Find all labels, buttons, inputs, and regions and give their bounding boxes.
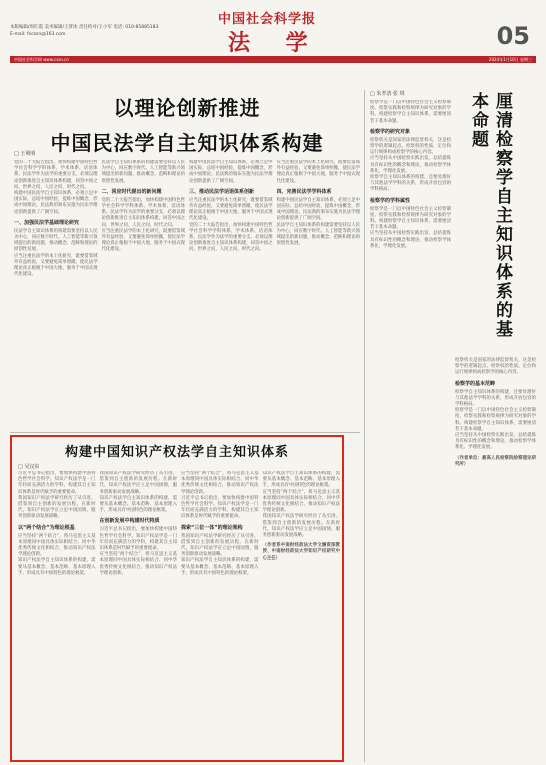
highlight-column-1 bbox=[18, 471, 96, 759]
paragraph: 我国知识产权法学研究经历了从引进、借鉴到自主创新的发展历程。在新时代，知识产权法学应立足中国国情，服务创新驱动发展战略。 bbox=[99, 471, 177, 495]
paragraph: 党的二十大报告指出，加快构建中国特色哲学社会科学学科体系、学术体系、话语体系。民法学作为法学的重要分支，必须以理论创新推进自主知识体系构建，回答中国之问、世界之问、人民之问、时代之问。 bbox=[101, 197, 185, 228]
paragraph: 检察机关是国家的法律监督机关，这是检察学的逻辑起点。检察权的性质、定位和运行规律构成检察学的核心内容。 bbox=[370, 137, 451, 156]
paragraph: 应当注重民法学的本土化研究，既要借鉴域外有益经验，又要避免简单照搬，使民法学理论真正植根于中国大地，服务于中国式现代化建设。 bbox=[276, 160, 360, 184]
paragraph: 检察学自主知识体系的构建，还要处理好与其他法学学科的关系，形成开放包容的学科格局。 bbox=[455, 389, 536, 408]
right-article-title: 厘清检察学自主知识体系的基本命题 bbox=[484, 92, 520, 342]
paragraph: 民法学自主知识体系的构建需要坚持以人民为中心，回应数字时代、人工智能等新兴领域提出的新问题，推动概念、范畴和理论的原创性发展。 bbox=[14, 228, 98, 253]
paragraph: 检察机关是国家的法律监督机关，这是检察学的逻辑起点。检察权的性质、定位和运行规律构成检察学的核心内容。 bbox=[455, 358, 536, 376]
website-label: 中国社会科学网 www.cssn.cn bbox=[14, 57, 69, 62]
lead-title-line1: 以理论创新推进 bbox=[113, 96, 261, 120]
paragraph: 应当坚持从中国检察实践出发，总结提炼具有标识性的概念和理论，推动检察学体系化、学理化发展。 bbox=[370, 231, 451, 249]
paragraph: 习近平总书记指出，要加快构建中国特色哲学社会科学。知识产权法学是一门年轻而充满活力的学科，构建其自主知识体系是时代赋予的重要使命。 bbox=[99, 527, 177, 552]
highlight-column-2 bbox=[100, 471, 178, 759]
paragraph: 应当注重民法学的本土化研究，既要借鉴域外有益经验，又要避免简单照搬，使民法学理论真正植根于中国大地，服务于中国式现代化建设。 bbox=[189, 197, 273, 222]
paragraph: 构建中国民法学自主知识体系，必须立足中国实际，总结中国经验，提炼中国概念，形成中国理论。民法典的颁布实施为民法学理论创新提供了广阔空间。 bbox=[189, 160, 273, 184]
paragraph: 知识产权法学自主知识体系的构建，需要从基本概念、基本范畴、基本原理入手，形成具有中国特色的理论框架。 bbox=[99, 495, 177, 514]
subheading: 四、完善民法学学科体系 bbox=[276, 188, 332, 195]
highlight-column-4 bbox=[263, 471, 341, 759]
paragraph: 习近平总书记指出，要加快构建中国特色哲学社会科学。知识产权法学是一门年轻而充满活力的学科，构建其自主知识体系是时代赋予的重要使命。 bbox=[18, 471, 96, 495]
lead-article-author: □ 王利明 bbox=[14, 151, 36, 157]
editor-credits: 本版编辑/周红霞 美术编辑/王梦冰 责任校对/王小军 电话: 010-85885183 E-mail: fxcssn@163.com bbox=[10, 25, 159, 37]
paragraph: 我国知识产权法学研究经历了从引进、借鉴到自主创新的发展历程。在新时代，知识产权法学应立足中国国情，服务创新驱动发展战略。 bbox=[262, 514, 340, 539]
paragraph: 检察学是一门以中国特色社会主义检察制度、检察实践和检察规律为研究对象的学科。构建检察学自主知识体系，需要厘清若干基本命题。 bbox=[455, 408, 536, 432]
section-title: 法 学 bbox=[228, 30, 322, 56]
paragraph: 应当坚持“两个结合”，将马克思主义基本原理同中国具体实际相结合、同中华优秀传统文化相结合，推动知识产权法学理论创新。 bbox=[18, 533, 96, 558]
paragraph: 党的二十大报告指出，加快构建中国特色哲学社会科学学科体系、学术体系、话语体系。民法学作为法学的重要分支，必须以理论创新推进自主知识体系构建，回答中国之问、世界之问、人民之问、时代之问。 bbox=[14, 160, 98, 190]
paragraph: 应当坚持“两个结合”，将马克思主义基本原理同中国具体实际相结合、同中华优秀传统文化相结合，推动知识产权法学理论创新。 bbox=[99, 552, 177, 576]
subheading: 二、回应时代提出的新问题 bbox=[101, 188, 162, 195]
masthead bbox=[10, 8, 536, 58]
lead-article-title bbox=[14, 92, 360, 156]
paragraph: 知识产权法学自主知识体系的构建，需要从基本概念、基本范畴、基本原理入手，形成具有中国特色的理论框架。 bbox=[262, 471, 340, 489]
subheading: 检察学的学科属性 bbox=[370, 197, 411, 204]
subheading: 在创新发展中构建时代特质 bbox=[99, 518, 160, 525]
paragraph: 应当注重民法学的本土化研究，既要借鉴域外有益经验，又要避免简单照搬，使民法学理论真正植根于中国大地，服务于中国式现代化建设。 bbox=[101, 228, 185, 253]
column-divider bbox=[364, 90, 365, 762]
lead-title-line2: 中国民法学自主知识体系构建 bbox=[50, 131, 324, 155]
issue-date: 2024年1月10日 星期三 bbox=[488, 57, 532, 62]
highlighted-article-author: □ 吴汉东 bbox=[18, 464, 40, 470]
highlight-column-3 bbox=[181, 471, 259, 759]
paragraph: 检察学是一门以中国特色社会主义检察制度、检察实践和检察规律为研究对象的学科。构建检察学自主知识体系，需要厘清若干基本命题。 bbox=[370, 100, 451, 124]
paragraph: 知识产权法学自主知识体系的构建，需要从基本概念、基本范畴、基本原理入手，形成具有中国特色的理论框架。 bbox=[181, 558, 259, 576]
paragraph: 民法学自主知识体系的构建需要坚持以人民为中心，回应数字时代、人工智能等新兴领域提出的新问题，推动概念、范畴和理论的原创性发展。 bbox=[101, 160, 185, 184]
paragraph: 我国知识产权法学研究经历了从引进、借鉴到自主创新的发展历程。在新时代，知识产权法学应立足中国国情，服务创新驱动发展战略。 bbox=[18, 495, 96, 520]
paragraph: 应当坚持从中国检察实践出发，总结提炼具有标识性的概念和理论，推动检察学体系化、学理化发展。 bbox=[455, 433, 536, 451]
paper-name: 中国社会科学报 bbox=[218, 12, 317, 27]
paragraph: 应当注重民法学的本土化研究，既要借鉴域外有益经验，又要避免简单照搬，使民法学理论真正植根于中国大地，服务于中国式现代化建设。 bbox=[14, 253, 98, 278]
paragraph: 民法学自主知识体系的构建需要坚持以人民为中心，回应数字时代、人工智能等新兴领域提出的新问题，推动概念、范畴和理论的原创性发展。 bbox=[276, 222, 360, 247]
subheading: 检察学的基本范畴 bbox=[455, 380, 496, 387]
section-divider bbox=[10, 432, 360, 433]
subheading: 以“两个结合”为理论根基 bbox=[18, 524, 75, 531]
highlighted-article[interactable] bbox=[10, 435, 344, 762]
lead-article-body bbox=[14, 160, 360, 432]
lead-column-2 bbox=[102, 160, 186, 432]
right-column-1 bbox=[370, 100, 451, 758]
highlight-article-footnote: （作者系中南财经政法大学文澜资深教授、中南财经政法大学知识产权研究中心主任） bbox=[262, 543, 340, 561]
page-number: 05 bbox=[496, 22, 530, 50]
paragraph: 构建中国民法学自主知识体系，必须立足中国实际，总结中国经验，提炼中国概念，形成中国理论。民法典的颁布实施为民法学理论创新提供了广阔空间。 bbox=[14, 191, 98, 215]
paragraph: 应当坚持“两个结合”，将马克思主义基本原理同中国具体实际相结合、同中华优秀传统文化相结合，推动知识产权法学理论创新。 bbox=[262, 489, 340, 514]
lead-column-3 bbox=[189, 160, 273, 432]
paragraph: 应当坚持从中国检察实践出发，总结提炼具有标识性的概念和理论，推动检察学体系化、学理化发展。 bbox=[370, 156, 451, 174]
paragraph: 知识产权法学自主知识体系的构建，需要从基本概念、基本范畴、基本原理入手，形成具有中国特色的理论框架。 bbox=[18, 558, 96, 576]
subheading: 一、加强民法学基础理论研究 bbox=[14, 219, 80, 226]
right-article-author: □ 朱孝清 张 琪 bbox=[370, 91, 405, 97]
paragraph: 构建中国民法学自主知识体系，必须立足中国实际，总结中国经验，提炼中国概念，形成中国理论。民法典的颁布实施为民法学理论创新提供了广阔空间。 bbox=[276, 197, 360, 222]
highlighted-article-body bbox=[18, 471, 340, 759]
paragraph: 应当坚持“两个结合”，将马克思主义基本原理同中国具体实际相结合、同中华优秀传统文化相结合，推动知识产权法学理论创新。 bbox=[181, 471, 259, 495]
right-article-footnote: （作者单位：最高人民检察院检察理论研究所） bbox=[455, 455, 536, 467]
paragraph: 检察学自主知识体系的构建，还要处理好与其他法学学科的关系，形成开放包容的学科格局。 bbox=[370, 175, 451, 193]
paragraph: 习近平总书记指出，要加快构建中国特色哲学社会科学。知识产权法学是一门年轻而充满活力的学科，构建其自主知识体系是时代赋予的重要使命。 bbox=[181, 495, 259, 520]
lead-column-4 bbox=[277, 160, 361, 432]
paragraph: 我国知识产权法学研究经历了从引进、借鉴到自主创新的发展历程。在新时代，知识产权法学应立足中国国情，服务创新驱动发展战略。 bbox=[181, 533, 259, 558]
highlighted-article-title: 构建中国知识产权法学自主知识体系 bbox=[64, 445, 289, 460]
header-rule bbox=[10, 56, 536, 63]
subheading: 探索“三位一体”的理论架构 bbox=[181, 524, 243, 531]
paragraph: 检察学是一门以中国特色社会主义检察制度、检察实践和检察规律为研究对象的学科。构建检察学自主知识体系，需要厘清若干基本命题。 bbox=[370, 206, 451, 231]
subheading: 检察学的研究对象 bbox=[370, 128, 411, 135]
paragraph: 党的二十大报告指出，加快构建中国特色哲学社会科学学科体系、学术体系、话语体系。民法学作为法学的重要分支，必须以理论创新推进自主知识体系构建，回答中国之问、世界之问、人民之问、时代之问。 bbox=[189, 222, 273, 253]
lead-column-1 bbox=[14, 160, 98, 432]
subheading: 三、推动民法学话语体系创新 bbox=[189, 188, 255, 195]
